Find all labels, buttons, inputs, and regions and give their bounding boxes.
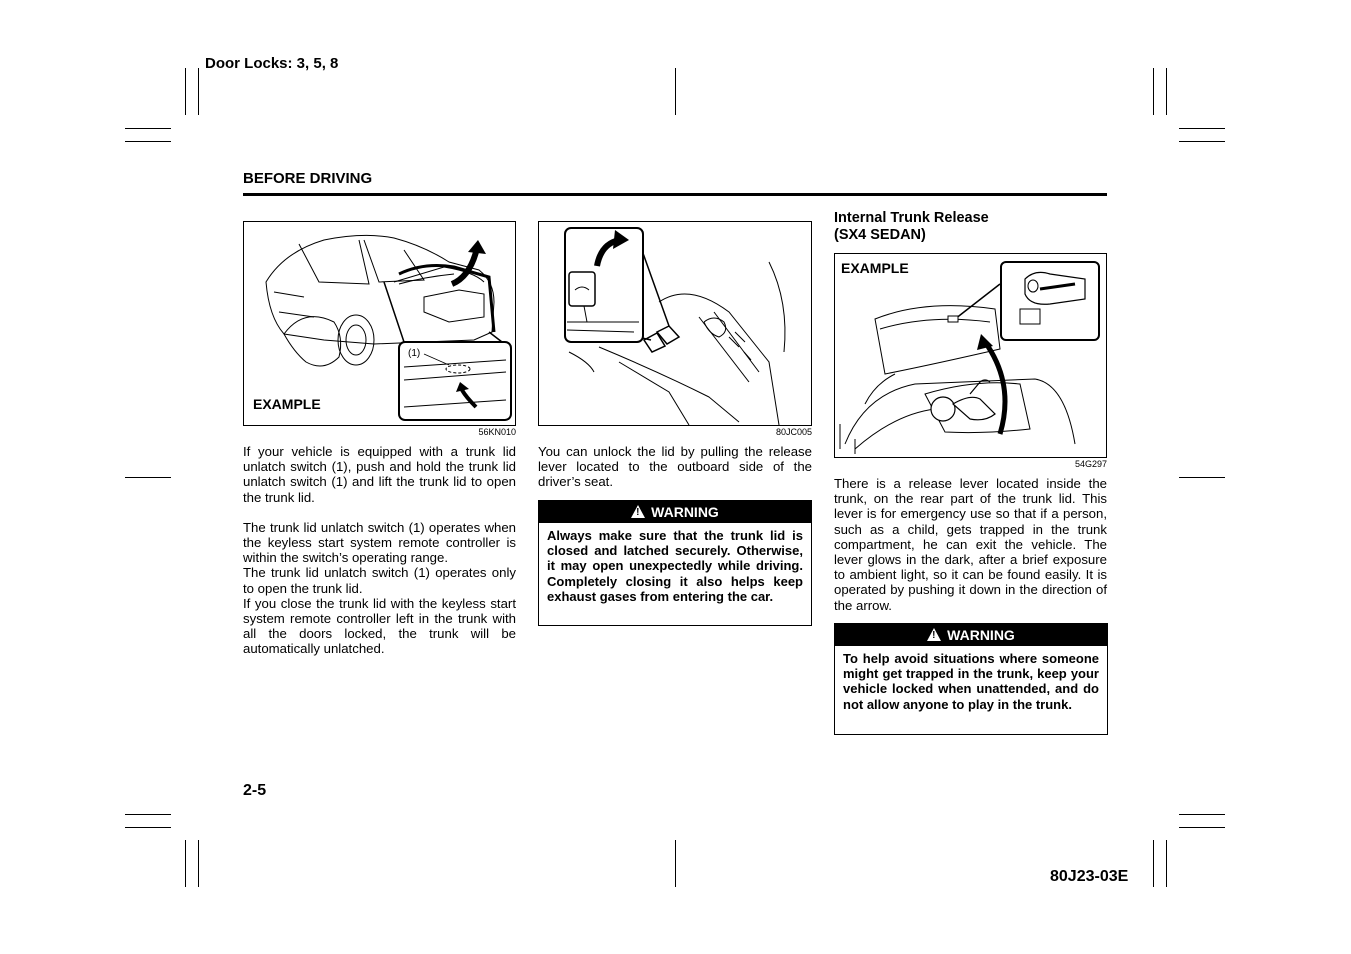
trunk-switch-figure [243,221,516,426]
crop-mark [1179,814,1225,815]
section-heading [834,210,989,244]
crop-mark [125,141,171,142]
crop-mark [185,68,186,115]
section-title: BEFORE DRIVING [243,170,373,187]
warning-title: WARNING [651,504,719,520]
heading-line: (SX4 SEDAN) [834,227,926,243]
heading-line: Internal Trunk Release [834,210,989,226]
crop-mark [125,477,171,478]
col1-paragraph: The trunk lid unlatch switch (1) operates when the keyless start system remote controller is within the switch’s operating range. [243,519,516,566]
crop-mark [125,128,171,129]
warning-icon: ! [631,505,645,518]
release-lever-figure [538,221,812,426]
crop-mark [1179,128,1225,129]
switch-callout: (1) [408,348,421,359]
crop-mark [1153,840,1154,887]
col1-paragraph: If you close the trunk lid with the keyless start system remote controller left in the trunk with all the doors locked, the trunk will be automatically unlatched. [243,595,516,657]
figure-code: 54G297 [1074,459,1107,469]
crop-mark [1153,68,1154,115]
crop-mark [675,68,676,115]
crop-mark [1179,827,1225,828]
crop-mark [198,68,199,115]
crop-mark [1179,141,1225,142]
col1-paragraph: The trunk lid unlatch switch (1) operates only to open the trunk lid. [243,565,516,596]
warning-text: To help avoid situations where someone might get trapped in the trunk, keep your vehicle locked when unattended, and do not allow anyone to play in the trunk. [843,651,1099,712]
crop-mark [198,840,199,887]
trunk-interior-illustration [835,254,1106,457]
crop-mark [1166,840,1167,887]
example-label: EXAMPLE [253,396,321,412]
crop-mark [1166,68,1167,115]
warning-icon: ! [927,628,941,641]
crop-mark [185,840,186,887]
col1-text [243,444,516,657]
warning-box [834,623,1108,735]
warning-box [538,500,812,626]
figure-code: 56KN010 [478,427,516,437]
crop-mark [1179,477,1225,478]
warning-text: Always make sure that the trunk lid is closed and latched securely. Otherwise, it may open unexpectedly while driving. Completely closing it also helps keep exhaust gases from entering the car. [547,528,803,604]
car-rear-illustration [244,222,515,425]
page-number: 2-5 [243,782,267,799]
figure-code: 80JC005 [775,427,812,437]
document-code: 80J23-03E [1050,868,1129,885]
col1-paragraph: If your vehicle is equipped with a trunk lid unlatch switch (1), push and hold the trunk lid unlatch switch (1) and lift the trunk lid to open the trunk lid. [243,444,516,505]
example-label: EXAMPLE [841,260,909,276]
section-rule [243,193,1107,196]
warning-title: WARNING [947,627,1015,643]
crop-mark [675,840,676,887]
warning-header [539,501,811,523]
warning-header [835,624,1107,646]
crop-mark [125,814,171,815]
crop-mark [125,827,171,828]
col3-paragraph: There is a release lever located inside the trunk, on the rear part of the trunk lid. This lever is for emergency use so that if a person, such as a child, gets trapped in the trunk compartment, he can exit the vehicle. The lever glows in the dark, after a brief exposure to ambient light, so it can be found easily. It is operated by pushing it down in the direction of the arrow. [834,476,1107,613]
internal-release-figure [834,253,1107,458]
top-label: Door Locks: 3, 5, 8 [205,55,339,72]
seat-lever-illustration [539,222,811,425]
col2-paragraph: You can unlock the lid by pulling the release lever located to the outboard side of the driver’s seat. [538,444,812,490]
